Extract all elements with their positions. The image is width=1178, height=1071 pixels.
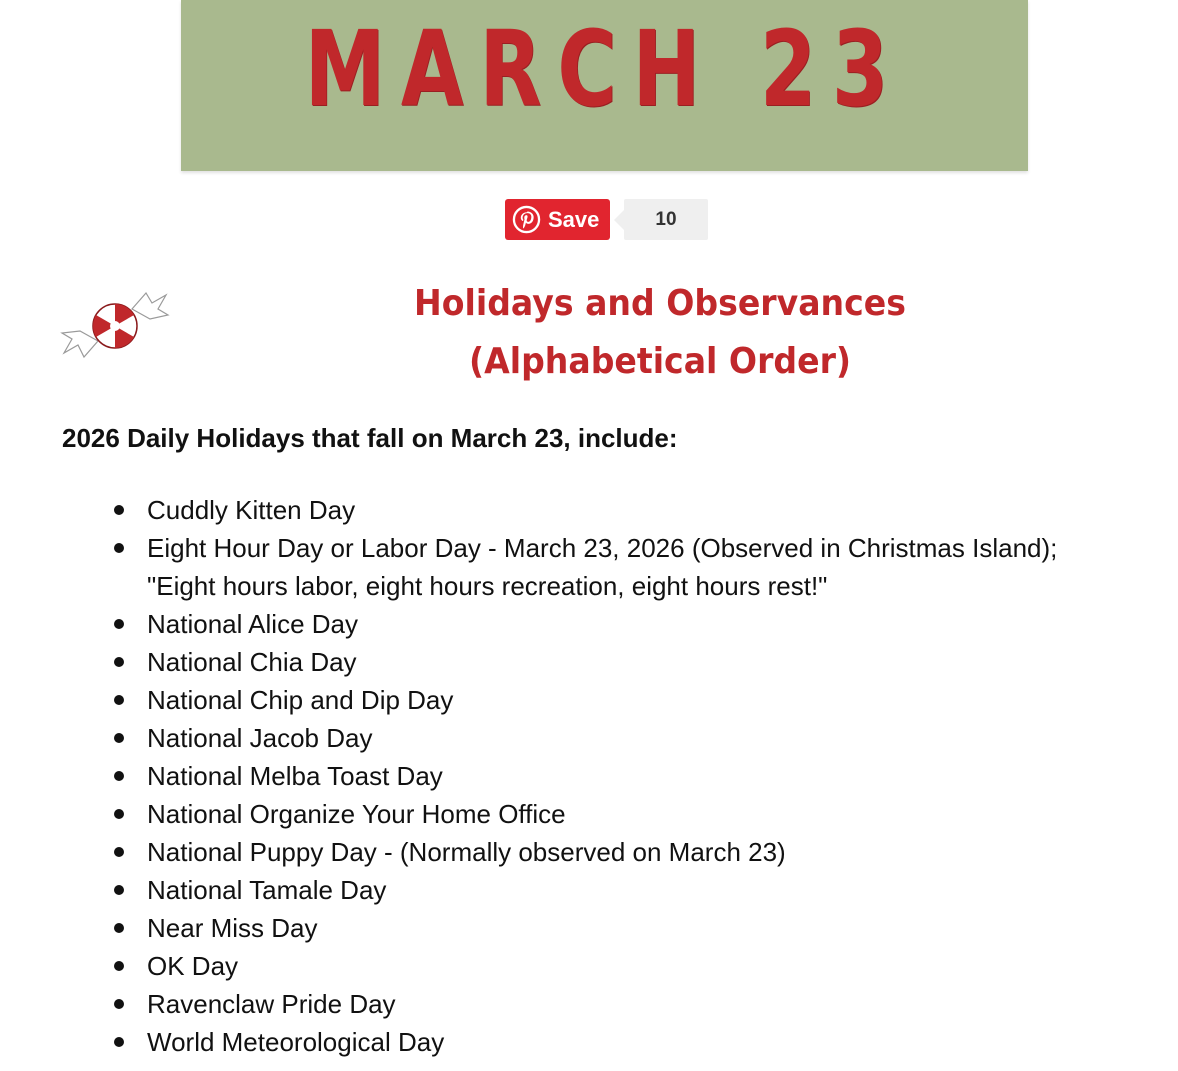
list-item: National Melba Toast Day (0, 757, 1067, 795)
list-item: National Chip and Dip Day (0, 681, 1067, 719)
page-title (384, 275, 936, 391)
list-item: Cuddly Kitten Day (0, 491, 1067, 529)
march-23-banner (181, 0, 1028, 171)
section-heading: 2026 Daily Holidays that fall on March 23, include: (62, 423, 678, 453)
title-line-1: Holidays and Observances (414, 283, 906, 324)
list-item: National Tamale Day (0, 871, 1067, 909)
banner-title: MARCH 23 (304, 7, 905, 130)
list-item: National Jacob Day (0, 719, 1067, 757)
list-item: National Puppy Day - (Normally observed on March 23) (0, 833, 1067, 871)
pinterest-save-widget (505, 199, 708, 240)
title-line-2: (Alphabetical Order) (468, 341, 852, 382)
list-item: National Organize Your Home Office (0, 795, 1067, 833)
peppermint-candy-icon (60, 283, 172, 369)
save-count: 10 (624, 199, 708, 240)
list-item: OK Day (0, 947, 1067, 985)
list-item: World Meteorological Day (0, 1023, 1067, 1061)
list-item: National Alice Day (0, 605, 1067, 643)
pinterest-save-button[interactable] (505, 199, 610, 240)
list-item: Ravenclaw Pride Day (0, 985, 1067, 1023)
list-item: Near Miss Day (0, 909, 1067, 947)
list-item: Eight Hour Day or Labor Day - March 23, 2026 (Observed in Christmas Island); "Eight hours labor, eight hours recreation, eight hours rest!" (0, 529, 1067, 605)
list-item: National Chia Day (0, 643, 1067, 681)
pinterest-icon (512, 205, 541, 234)
holiday-list (0, 491, 1100, 1061)
save-label: Save (548, 206, 600, 232)
